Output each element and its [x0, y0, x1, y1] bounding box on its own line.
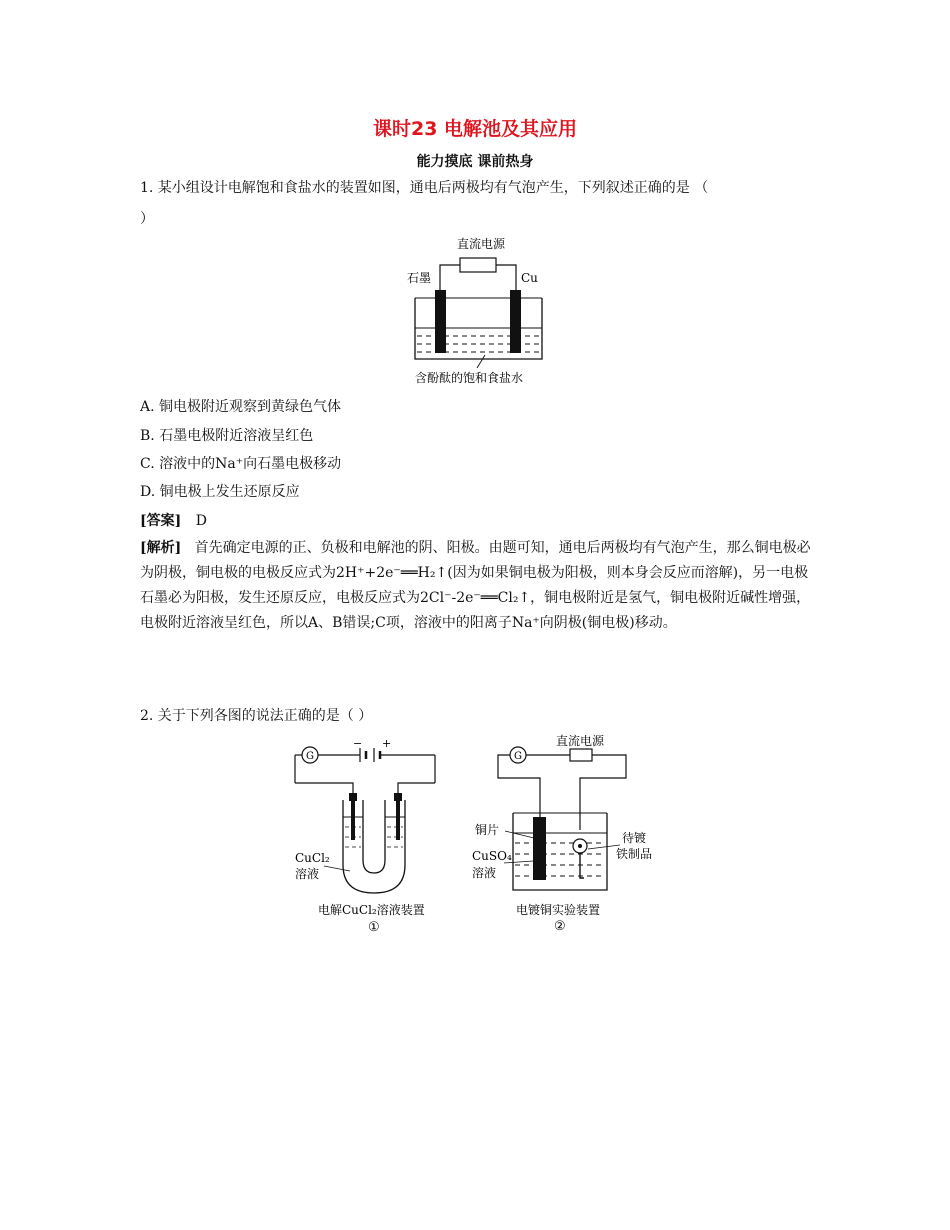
left-electrode — [351, 800, 355, 840]
graphite-label: 石墨 — [407, 271, 432, 285]
power-label: 直流电源 — [457, 237, 506, 251]
item-label-1: 待镀 — [622, 831, 647, 845]
minus-label: − — [353, 737, 363, 750]
option-d: D. 铜电极上发生还原反应 — [140, 484, 300, 500]
answer-line — [140, 511, 207, 531]
u-tube-inner — [363, 800, 385, 873]
copper-plate — [533, 817, 546, 880]
cu-label: Cu — [521, 271, 538, 285]
fig1-caption: 电解CuCl₂溶液装置 — [318, 903, 425, 917]
u-tube-figure — [290, 735, 450, 940]
q2-stem: 2. 关于下列各图的说法正确的是（ ） — [140, 708, 373, 724]
copper-electrode — [510, 290, 521, 353]
answer-label: [答案] — [140, 513, 182, 529]
galvanometer-label: G — [306, 751, 314, 762]
right-electrode — [396, 800, 400, 840]
cuso4-solution-label: 溶液 — [472, 866, 497, 880]
analysis-label: [解析] — [140, 540, 182, 556]
option-c: C. 溶液中的Na⁺向石墨电极移动 — [140, 456, 342, 472]
analysis-paragraph — [140, 536, 815, 636]
plus-label: + — [382, 737, 392, 750]
page-title: 课时23 电解池及其应用 — [372, 118, 578, 140]
power-source-icon — [460, 258, 496, 272]
cucl2-solution-label: 溶液 — [295, 867, 320, 881]
cuso4-label: CuSO₄ — [472, 849, 512, 863]
option-b: B. 石墨电极附近溶液呈红色 — [140, 428, 314, 444]
item-label-2: 铁制品 — [616, 847, 653, 861]
q1-stem-line2: ） — [140, 211, 154, 227]
analysis-text: 首先确定电源的正、负极和电解池的阴、阳极。由题可知，通电后两极均有气泡产生，那么铜电极必为阴极，铜电极的电极反应式为2H⁺+2e⁻══H₂↑(因为如果铜电极为阳极，则本身会反应而溶解)，另一电极石墨必为阳极，发生还原反应，电极反应式为2Cl⁻-2e⁻══Cl₂↑，铜电极附近是氢气，铜电极附近碱性增强，电极附近溶液呈红色，所以A、B错误;C项，溶液中的阳离子Na⁺向阴极(铜电极)移动。 — [140, 540, 811, 631]
electroplating-figure — [470, 732, 660, 940]
option-a: A. 铜电极附近观察到黄绿色气体 — [140, 399, 342, 415]
fig2-caption: 电镀铜实验装置 — [516, 903, 601, 917]
electrolysis-figure-1 — [395, 232, 555, 392]
fig2-galvanometer-label: G — [514, 751, 522, 762]
copper-label: 铜片 — [475, 823, 500, 837]
fig2-power-label: 直流电源 — [556, 734, 605, 748]
answer-value: D — [195, 513, 207, 529]
graphite-electrode — [435, 290, 446, 353]
fig2-number: ② — [554, 919, 566, 934]
fig1-number: ① — [368, 920, 380, 935]
solution-label: 含酚酞的饱和食盐水 — [415, 371, 524, 385]
power-source-icon — [570, 749, 592, 761]
cucl2-label: CuCl₂ — [295, 851, 330, 865]
q1-stem-line1: 1. 某小组设计电解饱和食盐水的装置如图，通电后两极均有气泡产生，下列叙述正确的是 （ — [140, 180, 709, 196]
section-subtitle: 能力摸底 课前热身 — [416, 154, 534, 170]
